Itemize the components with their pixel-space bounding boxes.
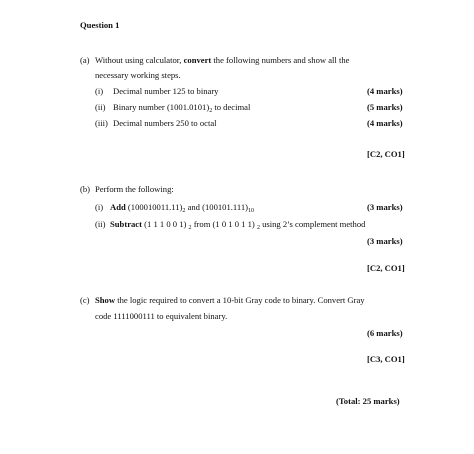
part-a-label: (a) xyxy=(80,55,90,65)
part-b-item-i-label: (i) xyxy=(95,202,104,212)
part-b-item-ii-marks: (3 marks) xyxy=(367,236,403,246)
question-title: Question 1 xyxy=(80,20,120,30)
part-b-item-ii-sub-2: 2 xyxy=(256,225,260,231)
part-a-item-ii-label: (ii) xyxy=(95,102,106,112)
part-b-item-ii-text-3: using 2’s complement method xyxy=(259,219,366,229)
part-c-bold: Show xyxy=(95,295,116,305)
part-b-item-i-marks: (3 marks) xyxy=(367,202,403,212)
part-b-item-ii-label: (ii) xyxy=(95,219,106,229)
part-b-item-i-text-2: and (100101.111) xyxy=(185,202,249,212)
part-a-intro-bold: convert xyxy=(183,55,212,65)
part-b-item-i-bold: Add xyxy=(110,202,126,212)
part-b-label: (b) xyxy=(80,184,91,194)
part-a-item-iii-label: (iii) xyxy=(95,118,108,128)
part-a-intro-line2: necessary working steps. xyxy=(95,70,181,80)
part-b-item-ii-text-1: (1 1 1 0 0 1) xyxy=(142,219,189,229)
part-a-item-ii-sub: 2 xyxy=(209,108,213,114)
part-a-item-ii-marks: (5 marks) xyxy=(367,102,403,112)
part-a-item-ii-text-1: Binary number (1001.0101) xyxy=(113,102,210,112)
part-c-text xyxy=(95,296,365,305)
part-a-item-ii-text-2: to decimal xyxy=(212,102,251,112)
part-b-item-ii-bold: Subtract xyxy=(110,219,142,229)
part-b-item-ii-sub-1: 2 xyxy=(188,225,192,231)
part-a-item-i-text: Decimal number 125 to binary xyxy=(113,86,219,96)
part-b-item-i-text xyxy=(110,203,254,214)
part-a-co: [C2, CO1] xyxy=(367,149,405,159)
part-a-intro-text-1: Without using calculator, xyxy=(95,55,184,65)
part-c-co: [C3, CO1] xyxy=(367,354,405,364)
part-a-item-iii-text: Decimal numbers 250 to octal xyxy=(113,118,217,128)
part-c-text-line2: code 1111000111 to equivalent binary. xyxy=(95,311,228,321)
part-b-item-i-sub-2: 10 xyxy=(248,208,255,214)
part-c-label: (c) xyxy=(80,295,90,305)
part-c-marks: (6 marks) xyxy=(367,328,403,338)
part-b-co: [C2, CO1] xyxy=(367,263,405,273)
total-marks: (Total: 25 marks) xyxy=(336,396,400,406)
part-a-item-iii-marks: (4 marks) xyxy=(367,118,403,128)
part-a-item-ii-text xyxy=(113,103,250,114)
part-b-item-ii-text xyxy=(110,220,365,231)
part-a-item-i-label: (i) xyxy=(95,86,104,96)
part-c-text-1: the logic required to convert a 10-bit Gray code to binary. Convert Gray xyxy=(115,295,365,305)
part-b-item-i-sub-1: 2 xyxy=(182,208,186,214)
part-a-intro-text-2: the following numbers and show all the xyxy=(211,55,350,65)
part-a-item-i-marks: (4 marks) xyxy=(367,86,403,96)
part-a-intro xyxy=(95,56,349,65)
part-b-item-i-text-1: (100010011.11) xyxy=(125,202,183,212)
part-b-item-ii-text-2: from (1 0 1 0 1 1) xyxy=(191,219,257,229)
part-b-intro: Perform the following: xyxy=(95,184,174,194)
